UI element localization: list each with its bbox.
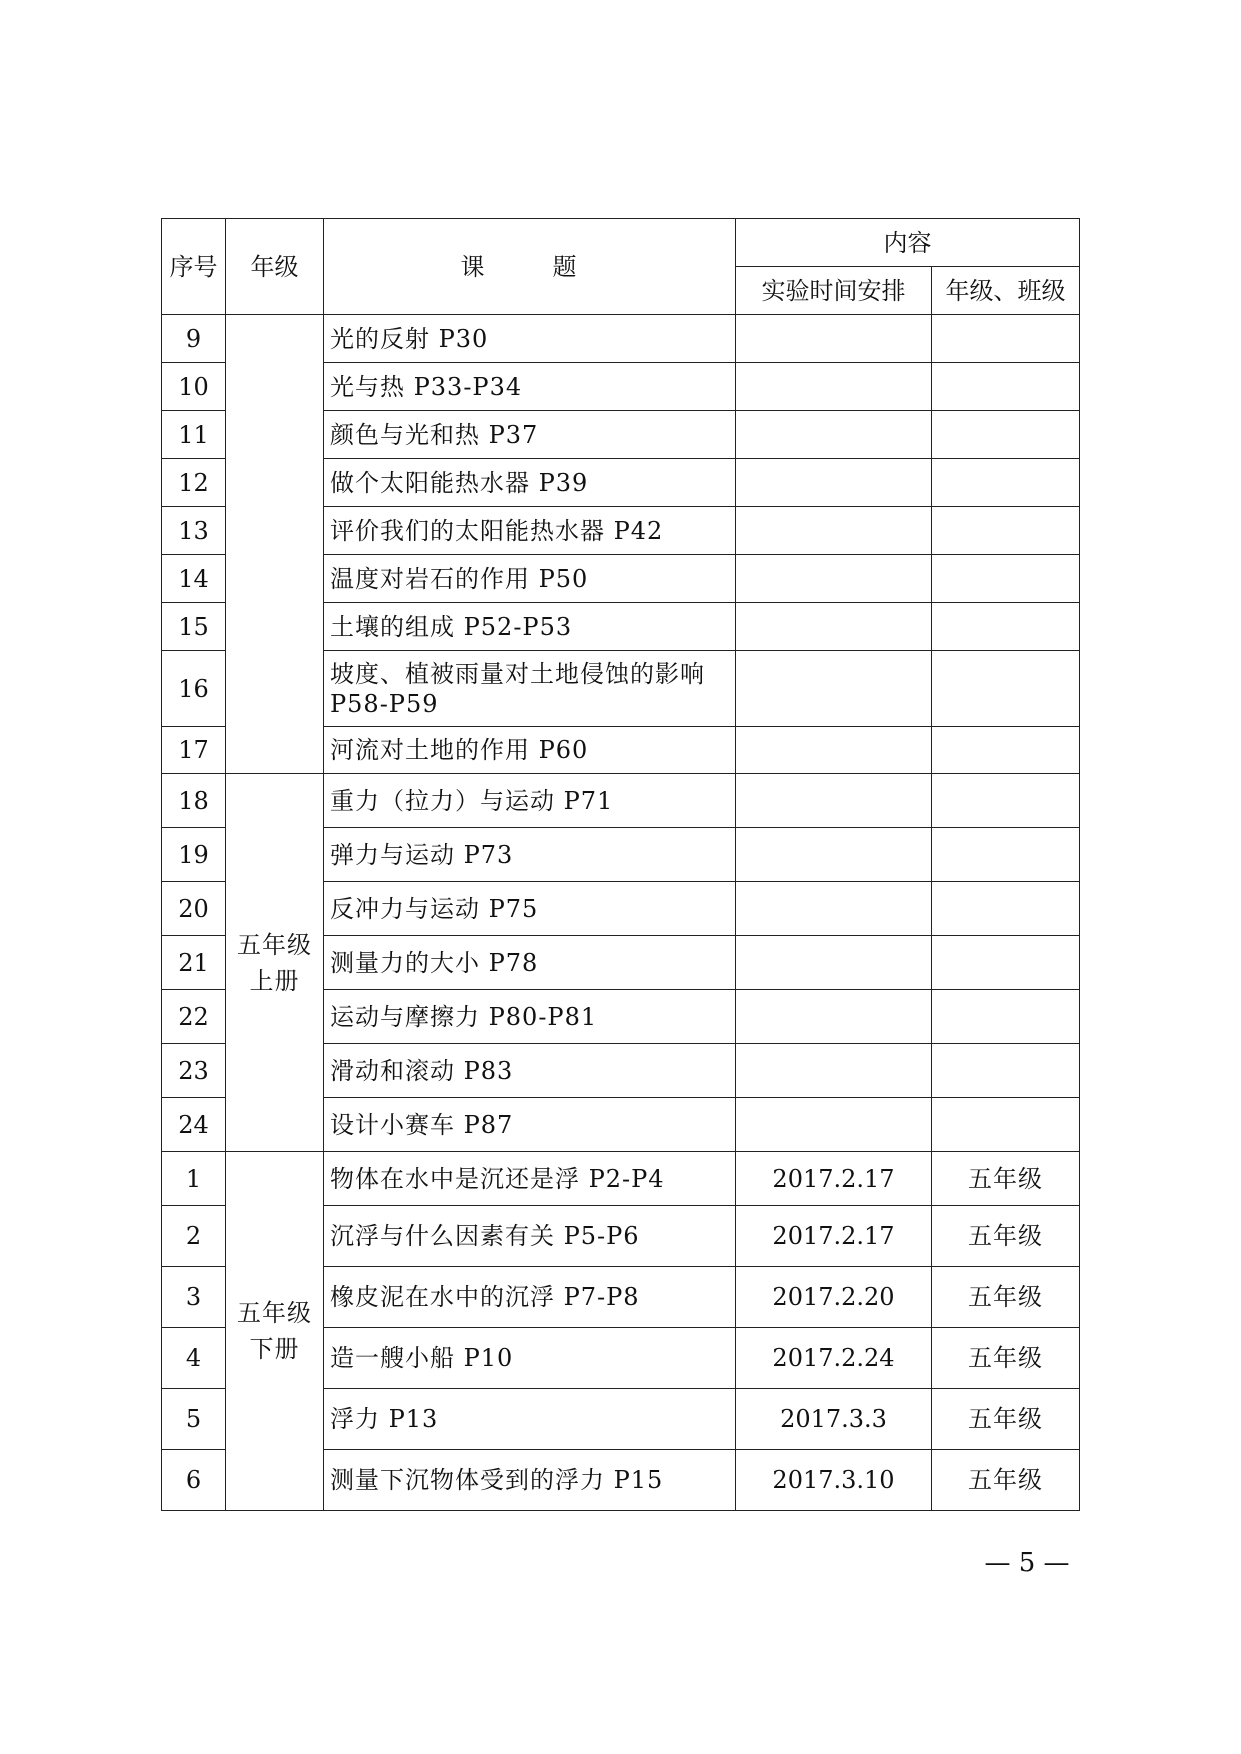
seq-cell: 6: [162, 1450, 226, 1511]
seq-cell: 20: [162, 882, 226, 936]
topic-cell: 光的反射 P30: [324, 315, 736, 363]
table-row: [162, 315, 1080, 363]
header-seq: 序号: [162, 219, 226, 315]
seq-cell: 4: [162, 1328, 226, 1389]
time-cell: [736, 774, 932, 828]
time-cell: 2017.2.17: [736, 1206, 932, 1267]
time-cell: 2017.2.24: [736, 1328, 932, 1389]
seq-cell: 12: [162, 459, 226, 507]
class-cell: [932, 459, 1080, 507]
topic-cell: 浮力 P13: [324, 1389, 736, 1450]
topic-cell: 物体在水中是沉还是浮 P2-P4: [324, 1152, 736, 1206]
topic-cell: 橡皮泥在水中的沉浮 P7-P8: [324, 1267, 736, 1328]
class-cell: [932, 363, 1080, 411]
time-cell: [736, 459, 932, 507]
header-time: 实验时间安排: [736, 267, 932, 315]
time-cell: 2017.3.3: [736, 1389, 932, 1450]
class-cell: [932, 828, 1080, 882]
seq-cell: 14: [162, 555, 226, 603]
page-number: — 5 —: [984, 1548, 1070, 1578]
topic-cell: 反冲力与运动 P75: [324, 882, 736, 936]
seq-cell: 5: [162, 1389, 226, 1450]
seq-cell: 19: [162, 828, 226, 882]
table-row: [162, 774, 1080, 828]
class-cell: [932, 727, 1080, 774]
time-cell: 2017.3.10: [736, 1450, 932, 1511]
experiment-schedule-table: [161, 218, 1080, 1511]
time-cell: [736, 727, 932, 774]
seq-cell: 11: [162, 411, 226, 459]
grade-label-line: 下册: [249, 1335, 300, 1363]
class-cell: [932, 774, 1080, 828]
header-content: 内容: [736, 219, 1080, 267]
header-class: 年级、班级: [932, 267, 1080, 315]
seq-cell: 1: [162, 1152, 226, 1206]
class-cell: [932, 882, 1080, 936]
time-cell: [736, 315, 932, 363]
grade-label-line: 五年级: [237, 930, 312, 959]
topic-cell: 弹力与运动 P73: [324, 828, 736, 882]
class-cell: [932, 651, 1080, 727]
seq-cell: 16: [162, 651, 226, 727]
seq-cell: 24: [162, 1098, 226, 1152]
class-cell: [932, 603, 1080, 651]
topic-cell: 河流对土地的作用 P60: [324, 727, 736, 774]
seq-cell: 13: [162, 507, 226, 555]
grade-cell: [226, 1152, 324, 1511]
time-cell: [736, 1098, 932, 1152]
time-cell: [736, 882, 932, 936]
time-cell: [736, 990, 932, 1044]
class-cell: 五年级: [932, 1328, 1080, 1389]
seq-cell: 15: [162, 603, 226, 651]
class-cell: [932, 315, 1080, 363]
topic-cell: 温度对岩石的作用 P50: [324, 555, 736, 603]
seq-cell: 10: [162, 363, 226, 411]
grade-label-line: 上册: [249, 966, 300, 995]
time-cell: [736, 363, 932, 411]
class-cell: [932, 555, 1080, 603]
topic-cell: 土壤的组成 P52-P53: [324, 603, 736, 651]
time-cell: [736, 507, 932, 555]
time-cell: [736, 828, 932, 882]
topic-cell: 重力（拉力）与运动 P71: [324, 774, 736, 828]
table-header: [162, 219, 1080, 315]
topic-cell: 造一艘小船 P10: [324, 1328, 736, 1389]
header-topic: 课 题: [324, 219, 736, 315]
grade-label-line: 五年级: [237, 1299, 312, 1327]
seq-cell: 21: [162, 936, 226, 990]
time-cell: [736, 936, 932, 990]
topic-cell: 评价我们的太阳能热水器 P42: [324, 507, 736, 555]
topic-cell: 颜色与光和热 P37: [324, 411, 736, 459]
seq-cell: 9: [162, 315, 226, 363]
topic-cell: 沉浮与什么因素有关 P5-P6: [324, 1206, 736, 1267]
grade-cell: [226, 315, 324, 774]
time-cell: 2017.2.17: [736, 1152, 932, 1206]
time-cell: [736, 1044, 932, 1098]
topic-cell: 设计小赛车 P87: [324, 1098, 736, 1152]
time-cell: [736, 555, 932, 603]
class-cell: 五年级: [932, 1267, 1080, 1328]
seq-cell: 17: [162, 727, 226, 774]
table-row: [162, 1152, 1080, 1206]
seq-cell: 18: [162, 774, 226, 828]
class-cell: [932, 1098, 1080, 1152]
topic-cell: 运动与摩擦力 P80-P81: [324, 990, 736, 1044]
class-cell: [932, 990, 1080, 1044]
class-cell: 五年级: [932, 1450, 1080, 1511]
topic-cell: 做个太阳能热水器 P39: [324, 459, 736, 507]
header-grade: 年级: [226, 219, 324, 315]
topic-cell: 坡度、植被雨量对土地侵蚀的影响 P58-P59: [324, 651, 736, 727]
seq-cell: 22: [162, 990, 226, 1044]
class-cell: [932, 507, 1080, 555]
time-cell: [736, 651, 932, 727]
topic-cell: 光与热 P33-P34: [324, 363, 736, 411]
class-cell: [932, 411, 1080, 459]
seq-cell: 23: [162, 1044, 226, 1098]
class-cell: [932, 1044, 1080, 1098]
time-cell: [736, 603, 932, 651]
topic-cell: 滑动和滚动 P83: [324, 1044, 736, 1098]
time-cell: 2017.2.20: [736, 1267, 932, 1328]
class-cell: 五年级: [932, 1206, 1080, 1267]
class-cell: 五年级: [932, 1389, 1080, 1450]
grade-cell: [226, 774, 324, 1152]
topic-cell: 测量力的大小 P78: [324, 936, 736, 990]
time-cell: [736, 411, 932, 459]
topic-cell: 测量下沉物体受到的浮力 P15: [324, 1450, 736, 1511]
seq-cell: 3: [162, 1267, 226, 1328]
class-cell: [932, 936, 1080, 990]
class-cell: 五年级: [932, 1152, 1080, 1206]
seq-cell: 2: [162, 1206, 226, 1267]
table-body: [162, 315, 1080, 1511]
